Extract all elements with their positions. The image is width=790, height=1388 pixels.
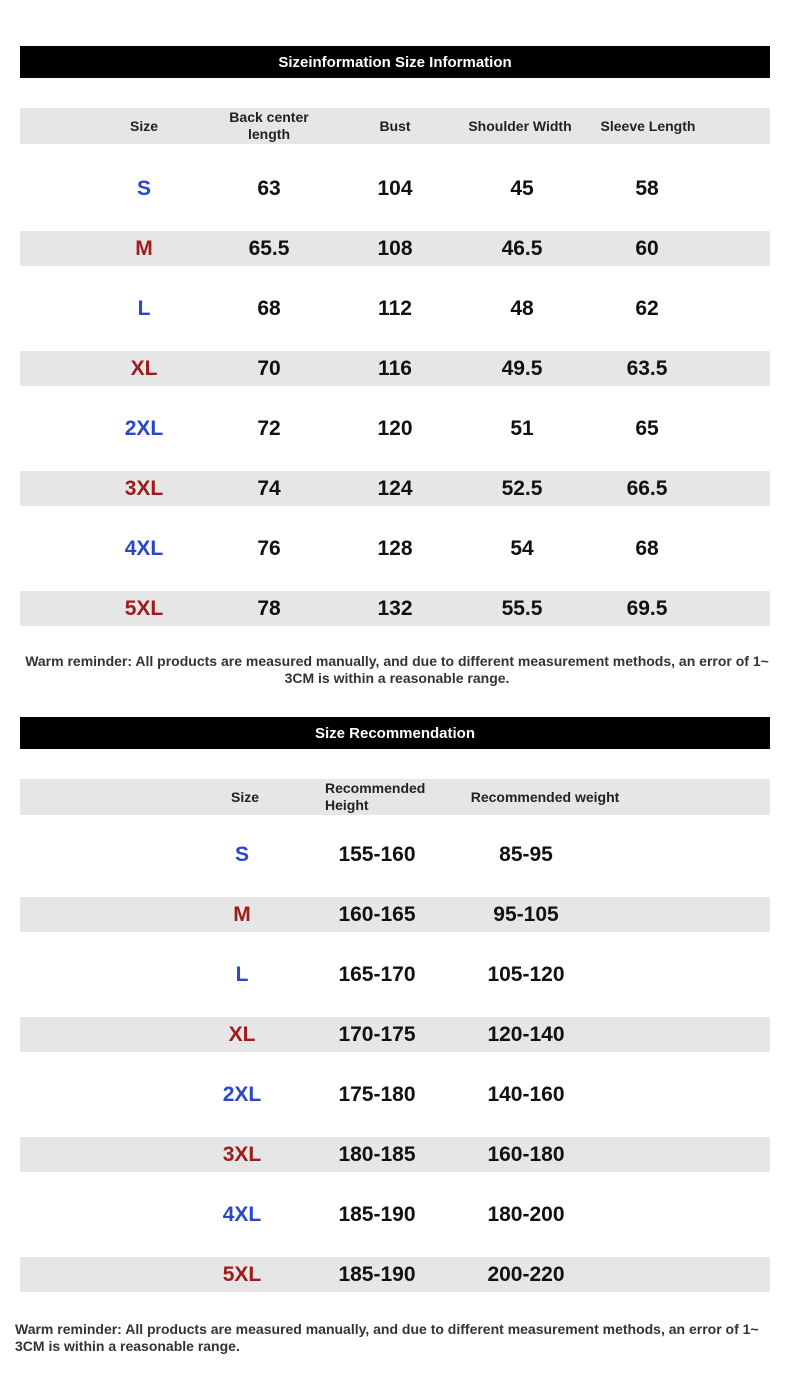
size-label: 3XL [124,477,164,500]
size-label: M [233,903,251,926]
recommended-weight-value: 95-105 [493,903,559,926]
recommended-height-value: 175-180 [338,1083,416,1106]
recommended-height-value: 160-165 [338,903,416,926]
recommended-height-value: 170-175 [338,1023,416,1046]
recommended-weight-value: 180-200 [487,1203,565,1226]
table-row [20,351,770,386]
recommended-weight-value: 160-180 [487,1143,565,1166]
bust-value: 120 [377,417,413,440]
back-center-length-value: 70 [257,357,281,380]
recommended-height-value: 165-170 [338,963,416,986]
table-row [20,411,770,446]
shoulder-width-value: 52.5 [501,477,543,500]
sleeve-length-value: 68 [635,537,659,560]
recommended-weight-value: 200-220 [487,1263,565,1286]
table-row [20,1017,770,1052]
sleeve-length-value: 66.5 [626,477,668,500]
back-center-length-value: 68 [257,297,281,320]
sleeve-length-value: 62 [635,297,659,320]
sleeve-length-value: 60 [635,237,659,260]
header-recommended-height: Recommended Height [325,780,426,813]
recommended-weight-value: 140-160 [487,1083,565,1106]
bust-value: 116 [378,357,412,380]
recommended-height-value: 185-190 [338,1263,416,1286]
header-size: Size [129,117,158,134]
shoulder-width-value: 54 [510,537,534,560]
shoulder-width-value: 49.5 [501,357,543,380]
back-center-length-value: 76 [257,537,281,560]
table-row [20,171,770,206]
shoulder-width-value: 46.5 [501,237,543,260]
recommended-weight-value: 85-95 [499,843,553,866]
recommended-weight-value: 105-120 [487,963,565,986]
sleeve-length-value: 65 [635,417,659,440]
table-row [20,591,770,626]
size-label: L [137,297,151,320]
size-label: L [235,963,249,986]
size-label: 5XL [222,1263,262,1286]
header-back-center-length: Back center length [229,109,309,142]
back-center-length-value: 72 [257,417,281,440]
header-sleeve-length: Sleeve Length [600,117,696,134]
bust-value: 132 [377,597,413,620]
header-size: Size [230,788,259,805]
bust-value: 112 [378,297,412,320]
back-center-length-value: 63 [257,177,281,200]
table-row [20,957,770,992]
back-center-length-value: 78 [257,597,281,620]
shoulder-width-value: 45 [510,177,534,200]
table-row [20,471,770,506]
size-label: 2XL [124,417,164,440]
size-recommendation-title: Size Recommendation [20,717,770,749]
table-row [20,1197,770,1232]
sleeve-length-value: 63.5 [626,357,668,380]
table-row [20,1077,770,1112]
header-bust: Bust [379,117,411,134]
size-label: S [234,843,249,866]
table-row [20,897,770,932]
shoulder-width-value: 55.5 [501,597,543,620]
sleeve-length-value: 69.5 [626,597,668,620]
recommended-weight-value: 120-140 [487,1023,565,1046]
size-recommendation-header [20,779,770,815]
table-row [20,291,770,326]
shoulder-width-value: 48 [510,297,534,320]
size-label: 2XL [222,1083,262,1106]
back-center-length-value: 74 [257,477,281,500]
size-label: 3XL [222,1143,262,1166]
sleeve-length-value: 58 [635,177,659,200]
table-row [20,531,770,566]
table-row [20,1257,770,1292]
size-label: 4XL [124,537,164,560]
bust-value: 128 [377,537,413,560]
table-row [20,837,770,872]
size-label: XL [130,357,158,380]
table-row [20,231,770,266]
bust-value: 124 [377,477,413,500]
size-information-header [20,108,770,144]
measurement-note: Warm reminder: All products are measured manually, and due to different measurement methods, an error of 1~ 3CM is within a reasonable range. [25,653,769,686]
recommended-height-value: 155-160 [338,843,416,866]
back-center-length-value: 65.5 [248,237,290,260]
size-information-title: Sizeinformation Size Information [20,46,770,78]
header-shoulder-width: Shoulder Width [468,117,572,134]
size-label: S [136,177,151,200]
size-label: 5XL [124,597,164,620]
recommended-height-value: 185-190 [338,1203,416,1226]
shoulder-width-value: 51 [510,417,534,440]
bust-value: 104 [377,177,413,200]
header-recommended-weight: Recommended weight [470,788,620,805]
recommended-height-value: 180-185 [338,1143,416,1166]
size-label: 4XL [222,1203,262,1226]
size-label: XL [228,1023,256,1046]
table-row [20,1137,770,1172]
recommendation-note: Warm reminder: All products are measured manually, and due to different measurement methods, an error of 1~ 3CM is within a reasonable range. [15,1321,759,1354]
size-label: M [135,237,153,260]
bust-value: 108 [377,237,413,260]
